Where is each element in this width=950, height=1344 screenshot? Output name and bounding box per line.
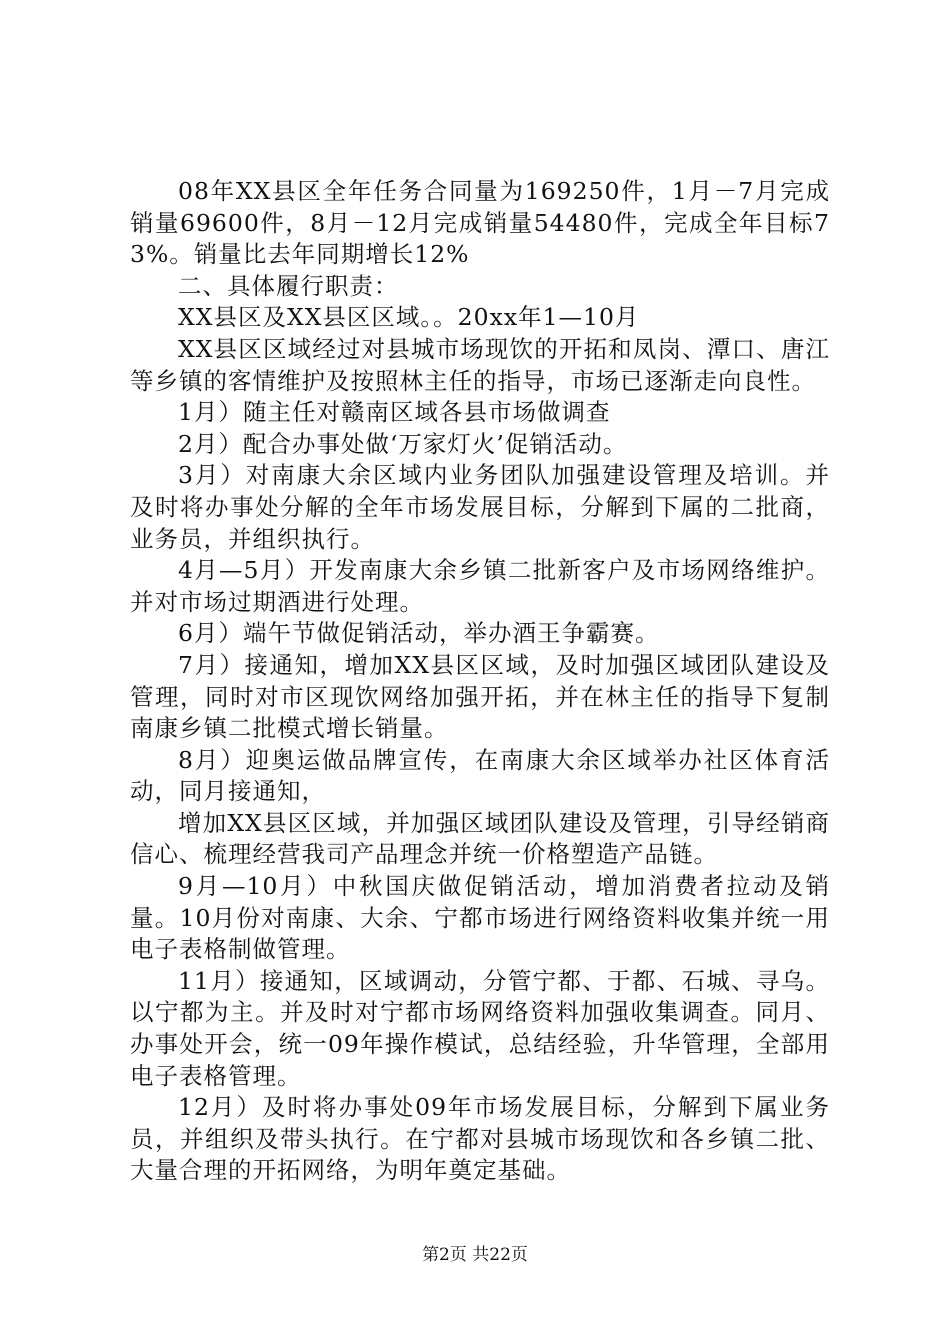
document-body: [130, 176, 830, 1187]
paragraph-month-11: 11月）接通知，区域调动，分管宁都、于都、石城、寻乌。以宁都为主。并及时对宁都市场网络资料加强收集调查。同月、办事处开会，统一09年操作模试，总结经验，升华管理，全部用电子表格管理。: [130, 966, 830, 1090]
paragraph-region-period: XX县区及XX县区区域。。20xx年1—10月: [178, 303, 640, 332]
paragraph-month-2: 2月）配合办事处做‘万家灯火’促销活动。: [178, 429, 628, 458]
paragraph-month-8: 8月）迎奥运做品牌宣传，在南康大余区域举办社区体育活动，同月接通知，: [130, 745, 830, 806]
paragraph-month-9-10: 9月—10月）中秋国庆做促销活动，增加消费者拉动及销量。10月份对南康、大余、宁都市场进行网络资料收集并统一用电子表格制做管理。: [130, 872, 830, 964]
paragraph-month-7: 7月）接通知，增加XX县区区域，及时加强区域团队建设及管理，同时对市区现饮网络加强开拓，并在林主任的指导下复制南康乡镇二批模式增长销量。: [130, 650, 830, 743]
paragraph-month-6: 6月）端午节做促销活动，举办酒王争霸赛。: [178, 619, 660, 648]
page-number-footer: 第2页 共22页: [422, 1245, 528, 1265]
paragraph-month-3: 3月）对南康大余区域内业务团队加强建设管理及培训。并及时将办事处分解的全年市场发展目标，分解到下属的二批商，业务员，并组织执行。: [130, 461, 830, 553]
paragraph-month-12: 12月）及时将办事处09年市场发展目标，分解到下属业务员，并组织及带头执行。在宁都对县城市场现饮和各乡镇二批、大量合理的开拓网络，为明年奠定基础。: [130, 1093, 830, 1185]
section-heading-duties: 二、具体履行职责：: [178, 271, 399, 300]
paragraph-month-8-continued: 增加XX县区区域，并加强区域团队建设及管理，引导经销商信心、梳理经营我司产品理念并统一价格塑造产品链。: [130, 808, 830, 869]
paragraph-month-4-5: 4月—5月）开发南康大余乡镇二批新客户及市场网络维护。并对市场过期酒进行处理。: [130, 556, 830, 616]
paragraph-region-overview: XX县区区域经过对县城市场现饮的开拓和凤岗、潭口、唐江等乡镇的客情维护及按照林主任的指导，市场已逐渐走向良性。: [130, 334, 830, 395]
paragraph-sales-summary: 08年XX县区全年任务合同量为169250件，1月－7月完成销量69600件，8月－12月完成销量54480件，完成全年目标73%。销量比去年同期增长12%: [130, 177, 830, 269]
paragraph-month-1: 1月）随主任对赣南区域各县市场做调查: [178, 398, 611, 427]
